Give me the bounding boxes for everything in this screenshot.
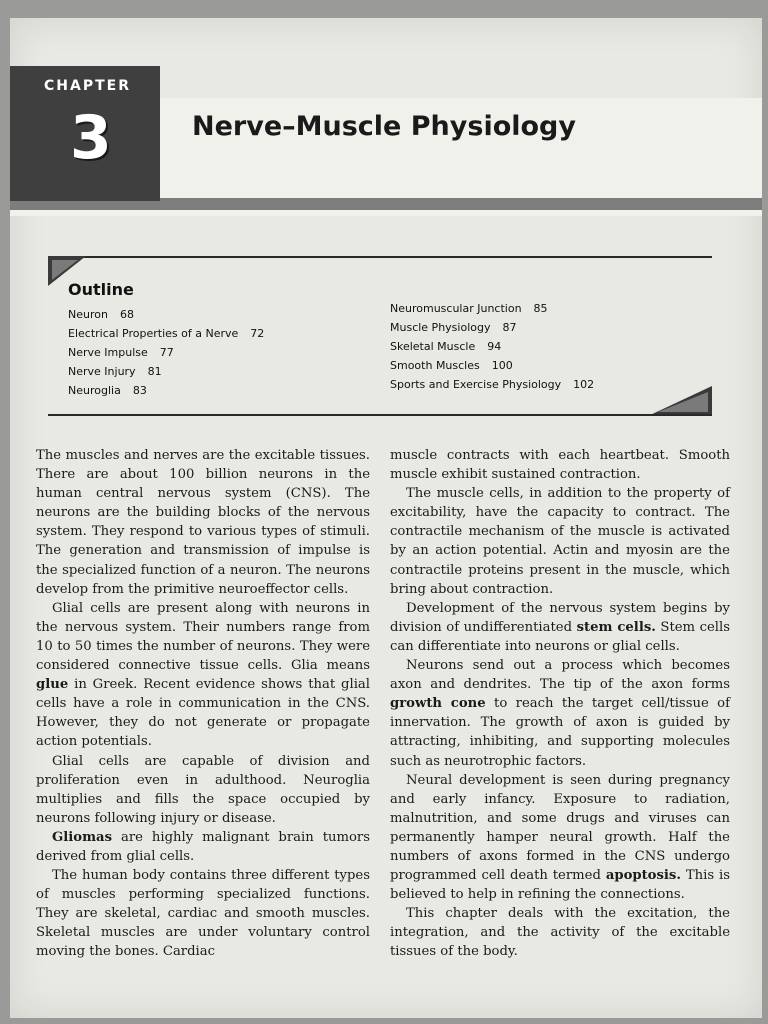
outline-item-label: Electrical Properties of a Nerve [68,327,239,340]
paragraph-text: Stem cells can differentiate into neurons or glial cells. [390,619,731,654]
outline-item-label: Sports and Exercise Physiology [390,378,562,391]
outline-item [390,340,594,359]
chapter-title: Nerve–Muscle Physiology [192,111,576,142]
outline-item [390,302,594,321]
body-paragraph [390,904,730,961]
bold-term: apoptosis. [605,868,681,884]
paragraph-text: The muscles and nerves are the excitable tissues. There are about 100 billion neurons in the human central nervous system (CNS). The neurons are the building blocks of the nervous system. They respond to various types of stimuli. The generation and transmission of impulse is the specialized function of a neuron. The neurons develop from the primitive neuroeffector cells. [36,448,370,597]
paragraph-text: are highly malignant brain tumors derived from glial cells. [36,829,370,864]
bold-term: glue [36,677,69,693]
outline-item-page: 72 [250,327,265,340]
chapter-label: CHAPTER [44,78,131,94]
outline-item-label: Nerve Injury [68,365,136,378]
outline-bottom-rule [48,414,712,416]
body-paragraph [36,866,370,961]
body-column-left [36,446,370,962]
paragraph-text: Neural development is seen during pregnancy and early infancy. Exposure to radiation, malnutrition, and some drugs and viruses can permanently hamper neural growth. Half the numbers of axons formed in the CNS undergo programmed cell death termed [390,772,730,884]
paragraph-text: in Greek. Recent evidence shows that glial cells have a role in communication in the CNS. However, they do not generate or propagate action potentials. [36,677,370,750]
bold-term: Gliomas [52,829,113,845]
outline-item-page: 68 [119,308,134,321]
outline-item-label: Neuron [68,308,108,321]
body-paragraph [390,771,730,905]
paragraph-text: Neurons send out a process which becomes axon and dendrites. The tip of the axon forms [390,658,730,693]
outline-item [390,378,594,397]
outline-item-label: Skeletal Muscle [390,340,476,353]
paragraph-text: This chapter deals with the excitation, the integration, and the activity of the excitable tissues of the body. [390,906,730,960]
outline-item-page: 100 [491,359,513,372]
outline-item [68,346,264,365]
outline-item [390,359,594,378]
outline-item-page: 85 [533,302,548,315]
outline-item [68,365,264,384]
body-column-right [390,446,730,962]
body-paragraph [36,599,370,752]
outline-right-column [390,302,594,397]
outline-item-page: 94 [487,340,502,353]
paragraph-text: muscle contracts with each heartbeat. Smooth muscle exhibit sustained contraction. [390,448,730,483]
outline-item [390,321,594,340]
outline-item-label: Muscle Physiology [390,321,491,334]
outline-item-page: 102 [573,378,595,391]
paragraph-text: The muscle cells, in addition to the property of excitability, have the capacity to contract. The contractile mechanism of the muscle is activated by an action potential. Actin and myosin are the contractile proteins present in the muscle, which bring about contraction. [390,486,730,597]
body-paragraph [36,828,370,866]
paragraph-text: Development of the nervous system begins by division of undifferentiated [390,600,730,635]
paragraph-text: to reach the target cell/tissue of innervation. The growth of axon is guided by attracting, inhibiting, and supporting molecules such as neurotrophic factors. [390,696,730,769]
outline-corner-bottom-right [648,386,712,416]
outline-item-page: 87 [502,321,517,334]
body-paragraph [390,599,730,656]
body-paragraph [390,656,730,771]
outline-item-label: Nerve Impulse [68,346,148,359]
bold-term: growth cone [390,696,486,712]
body-paragraph [390,484,730,599]
body-paragraph [36,752,370,828]
outline-item-label: Neuromuscular Junction [390,302,522,315]
body-paragraph [390,446,730,484]
outline-item-page: 83 [132,384,147,397]
paragraph-text: This is believed to help in refining the connections. [390,868,730,903]
outline-item-label: Smooth Muscles [390,359,480,372]
outline-heading: Outline [68,280,134,299]
outline-top-rule [48,256,712,258]
paragraph-text: Glial cells are capable of division and proliferation even in adulthood. Neuroglia multiplies and fills the space occupied by neurons following injury or disease. [36,753,370,826]
body-paragraph [36,446,370,599]
outline-item-label: Neuroglia [68,384,121,397]
outline-item-page: 81 [147,365,162,378]
outline-item-page: 77 [159,346,174,359]
paragraph-text: Glial cells are present along with neurons in the nervous system. Their numbers range from 10 to 50 times the number of neurons. They were considered connective tissue cells. Glia means [36,600,370,674]
paragraph-text: The human body contains three different types of muscles performing specialized functions. They are skeletal, cardiac and smooth muscles. Skeletal muscles are under voluntary control moving the bones. Cardiac [36,868,370,960]
outline-item [68,308,264,327]
outline-box [48,256,712,416]
chapter-number: 3 [70,103,112,173]
book-page [10,18,762,1018]
outline-left-column [68,308,264,403]
outline-item [68,327,264,346]
outline-item [68,384,264,403]
bold-term: stem cells. [576,619,656,635]
